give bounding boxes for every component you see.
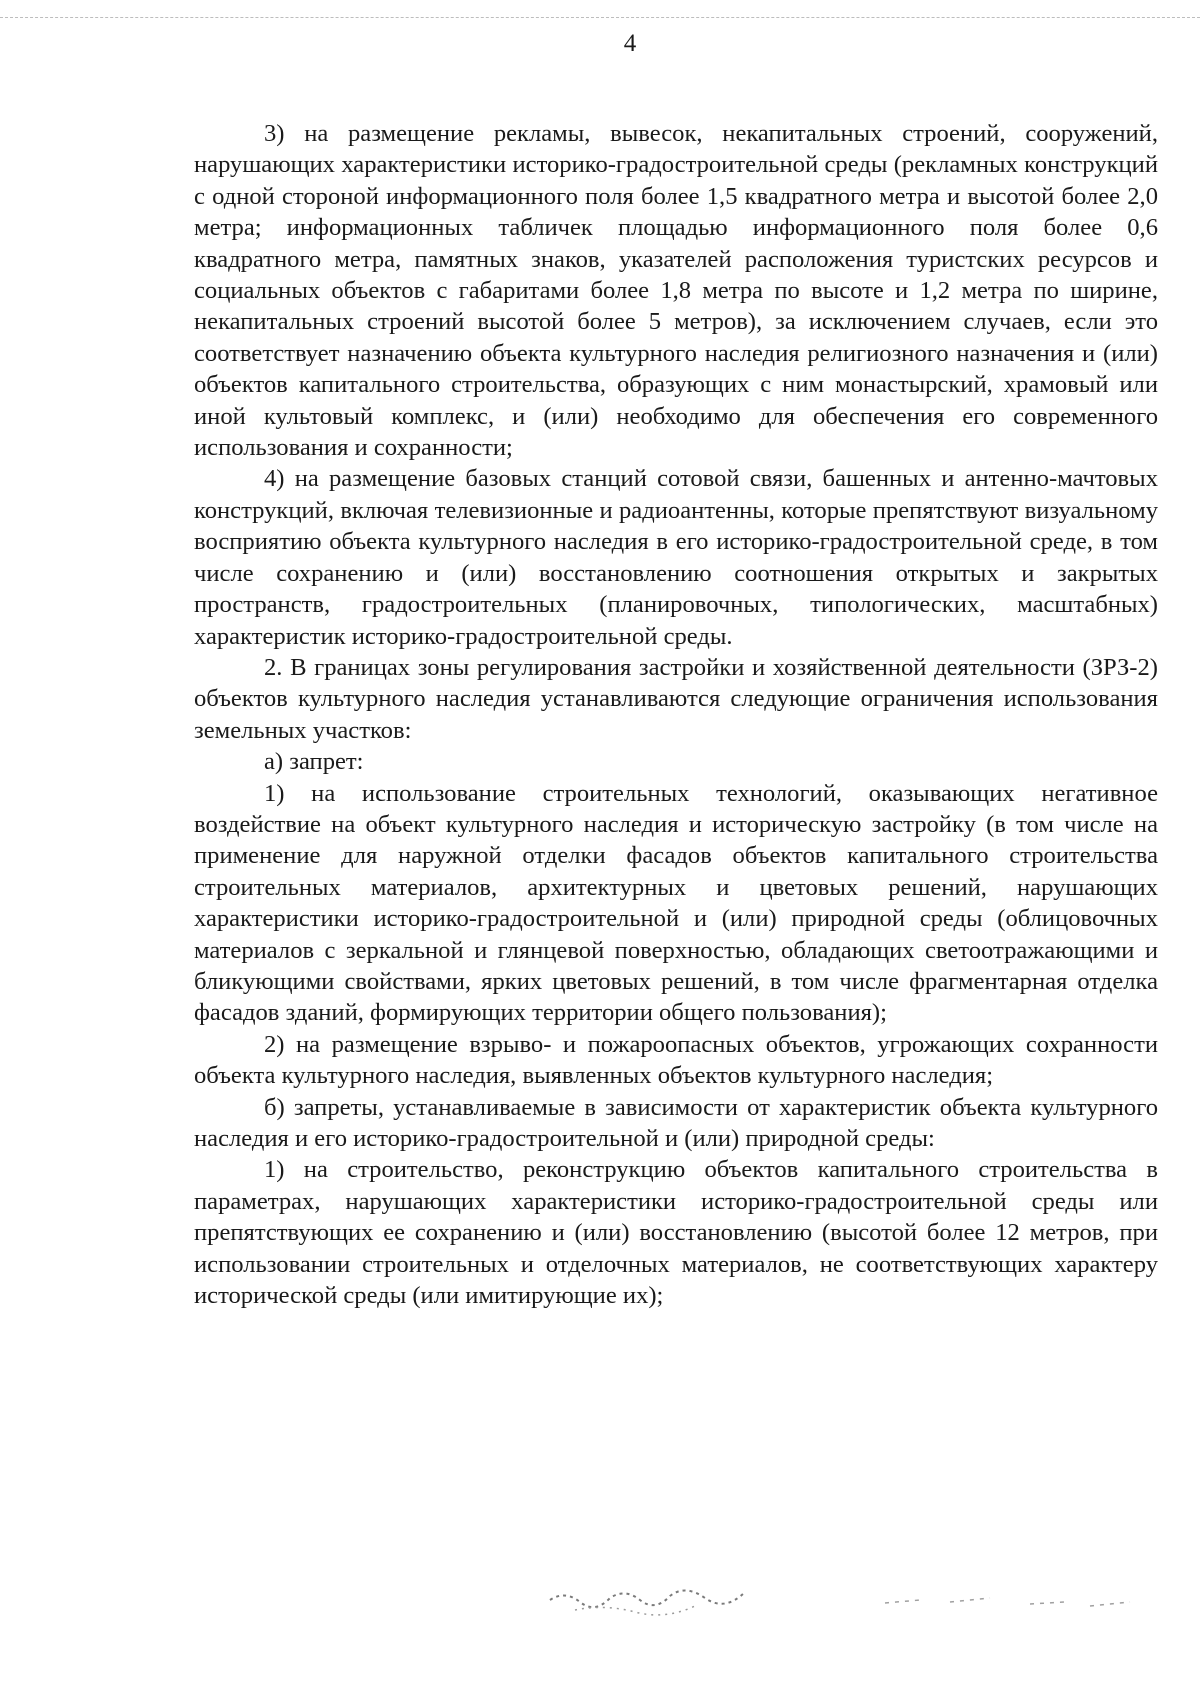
- document-body: [194, 118, 1158, 1311]
- paragraph-subsection-b: б) запреты, устанавливаемые в зависимости от характеристик объекта культурного наследия и его историко-градостроительной и (или) природной среды:: [194, 1093, 1158, 1152]
- paragraph-a-item-1-technologies: 1) на использование строительных технологий, оказывающих негативное воздействие на объект культурного наследия и историческую застройку (в том числе на применение для наружной отделки фасадов объектов капитального строительства строительных материалов, архитектурных и цветовых решений, нарушающих характеристики историко-градостроительной и (или) природной среды (облицовочных материалов с зеркальной и глянцевой поверхностью, обладающих светоотражающими и бликующими свойствами, ярких цветовых решений, в том числе фрагментарная отделка фасадов зданий, формирующих территории общего пользования);: [194, 779, 1158, 1027]
- paragraph-subsection-a: а) запрет:: [264, 748, 364, 776]
- page-number: 4: [623, 30, 637, 57]
- paragraph-a-item-2-hazardous: 2) на размещение взрыво- и пожароопасных объектов, угрожающих сохранности объекта культурного наследия, выявленных объектов культурного наследия;: [194, 1030, 1158, 1090]
- faint-mark: [880, 1578, 1140, 1618]
- page-top-border: [0, 17, 1200, 18]
- paragraph-item-3-advertising: 3) на размещение рекламы, вывесок, некапитальных строений, сооружений, нарушающих характеристики историко-градостроительной среды (рекламных конструкций с одной стороной информационного поля более 1,5 квадратного метра и высотой более 2,0 метра; информационных табличек площадью информационного поля более 0,6 квадратного метра, памятных знаков, указателей расположения туристских ресурсов и социальных объектов с габаритами более 1,8 метра по высоте и 1,2 метра по ширине, некапитальных строений высотой более 5 метров), за исключением случаев, если это соответствует назначению объекта культурного наследия религиозного назначения и (или) объектов капитального строительства, образующих с ним монастырский, храмовый или иной культовый комплекс, и (или) необходимо для обеспечения его современного использования и сохранности;: [194, 120, 1158, 462]
- paragraph-section-2-zrz2: 2. В границах зоны регулирования застройки и хозяйственной деятельности (ЗРЗ-2) объектов культурного наследия устанавливаются следующие ограничения использования земельных участков:: [194, 653, 1158, 744]
- paragraph-b-item-1-construction: 1) на строительство, реконструкцию объектов капитального строительства в параметрах, нарушающих характеристики историко-градостроительной среды или препятствующих ее сохранению и (или) восстановлению (высотой более 12 метров, при использовании строительных и отделочных материалов, не соответствующих характеру исторической среды (или имитирующие их);: [194, 1156, 1158, 1310]
- paragraph-item-4-base-stations: 4) на размещение базовых станций сотовой связи, башенных и антенно-мачтовых конструкций, включая телевизионные и радиоантенны, которые препятствуют визуальному восприятию объекта культурного наследия в его историко-градостроительной среде, в том числе сохранению и (или) восстановлению соотношения открытых и закрытых пространств, градостроительных (планировочных, типологических, масштабных) характеристик историко-градостроительной среды.: [194, 465, 1158, 650]
- handwritten-mark: [545, 1570, 755, 1618]
